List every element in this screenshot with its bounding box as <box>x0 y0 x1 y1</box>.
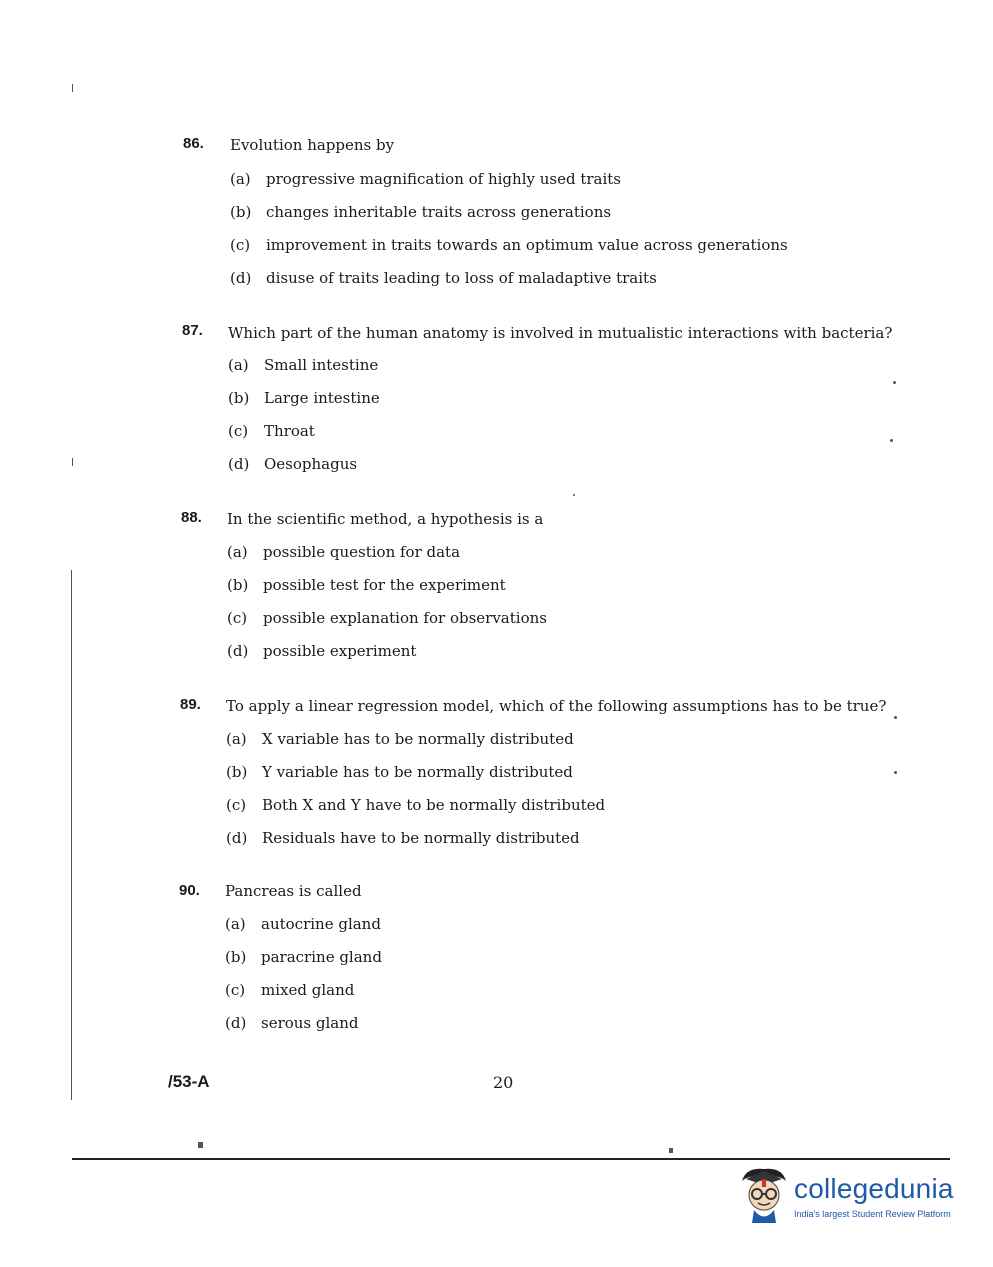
mascot-icon <box>736 1165 792 1225</box>
option-label: (c) <box>226 796 247 814</box>
option-label: (c) <box>227 609 248 627</box>
scan-mark <box>72 458 73 466</box>
question-number: 88. <box>181 509 202 526</box>
scan-dot <box>890 439 893 442</box>
logo-tagline: India's largest Student Review Platform <box>794 1209 951 1219</box>
option-label: (a) <box>230 170 251 188</box>
scan-dot <box>894 771 897 774</box>
logo-wordmark: collegedunia <box>794 1173 954 1204</box>
option-text: Small intestine <box>264 356 379 374</box>
option-text: improvement in traits towards an optimum value across generations <box>266 236 788 254</box>
option-text: Throat <box>264 422 315 440</box>
scan-dot <box>894 716 897 719</box>
option-label: (b) <box>230 203 252 221</box>
option-text: X variable has to be normally distributed <box>262 730 574 748</box>
option-label: (a) <box>226 730 247 748</box>
paper-code: /53-A <box>168 1072 210 1091</box>
option-label: (c) <box>230 236 251 254</box>
option-label: (b) <box>228 389 250 407</box>
option-text: mixed gland <box>261 981 355 999</box>
question-text: Evolution happens by <box>230 136 395 154</box>
option-label: (d) <box>230 269 252 287</box>
scan-dot <box>198 1142 203 1148</box>
scan-dot <box>669 1148 673 1153</box>
option-label: (a) <box>227 543 248 561</box>
page-number: 20 <box>493 1073 514 1092</box>
option-text: possible experiment <box>263 642 417 660</box>
option-text: serous gland <box>261 1014 359 1032</box>
option-label: (d) <box>228 455 250 473</box>
option-text: Y variable has to be normally distributed <box>262 763 573 781</box>
option-text: possible test for the experiment <box>263 576 506 594</box>
option-text: possible question for data <box>263 543 461 561</box>
scan-dot <box>893 381 896 384</box>
question-number: 86. <box>183 135 204 152</box>
question-number: 90. <box>179 882 200 899</box>
scan-margin-line <box>71 570 72 1100</box>
collegedunia-logo <box>736 1165 961 1225</box>
question-text: Which part of the human anatomy is involved in mutualistic interactions with bacteria? <box>228 324 893 342</box>
option-text: Both X and Y have to be normally distributed <box>262 796 606 814</box>
option-label: (d) <box>226 829 248 847</box>
question-text: Pancreas is called <box>225 882 362 900</box>
option-label: (b) <box>225 948 247 966</box>
option-label: (c) <box>225 981 246 999</box>
option-text: autocrine gland <box>261 915 381 933</box>
option-label: (a) <box>228 356 249 374</box>
option-text: progressive magnification of highly used traits <box>266 170 622 188</box>
question-text: In the scientific method, a hypothesis is a <box>227 510 544 528</box>
option-label: (a) <box>225 915 246 933</box>
option-text: Large intestine <box>264 389 380 407</box>
option-label: (c) <box>228 422 249 440</box>
question-number: 87. <box>182 322 203 339</box>
scan-mark <box>72 84 73 92</box>
option-text: possible explanation for observations <box>263 609 547 627</box>
option-text: changes inheritable traits across generations <box>266 203 612 221</box>
footer-divider <box>72 1158 950 1160</box>
option-text: Residuals have to be normally distributed <box>262 829 580 847</box>
question-text: To apply a linear regression model, which of the following assumptions has to be true? <box>226 697 887 715</box>
option-text: paracrine gland <box>261 948 382 966</box>
option-label: (b) <box>227 576 249 594</box>
question-number: 89. <box>180 696 201 713</box>
option-text: Oesophagus <box>264 455 358 473</box>
option-text: disuse of traits leading to loss of maladaptive traits <box>266 269 657 287</box>
option-label: (d) <box>225 1014 247 1032</box>
option-label: (b) <box>226 763 248 781</box>
scan-dot <box>573 494 575 496</box>
option-label: (d) <box>227 642 249 660</box>
